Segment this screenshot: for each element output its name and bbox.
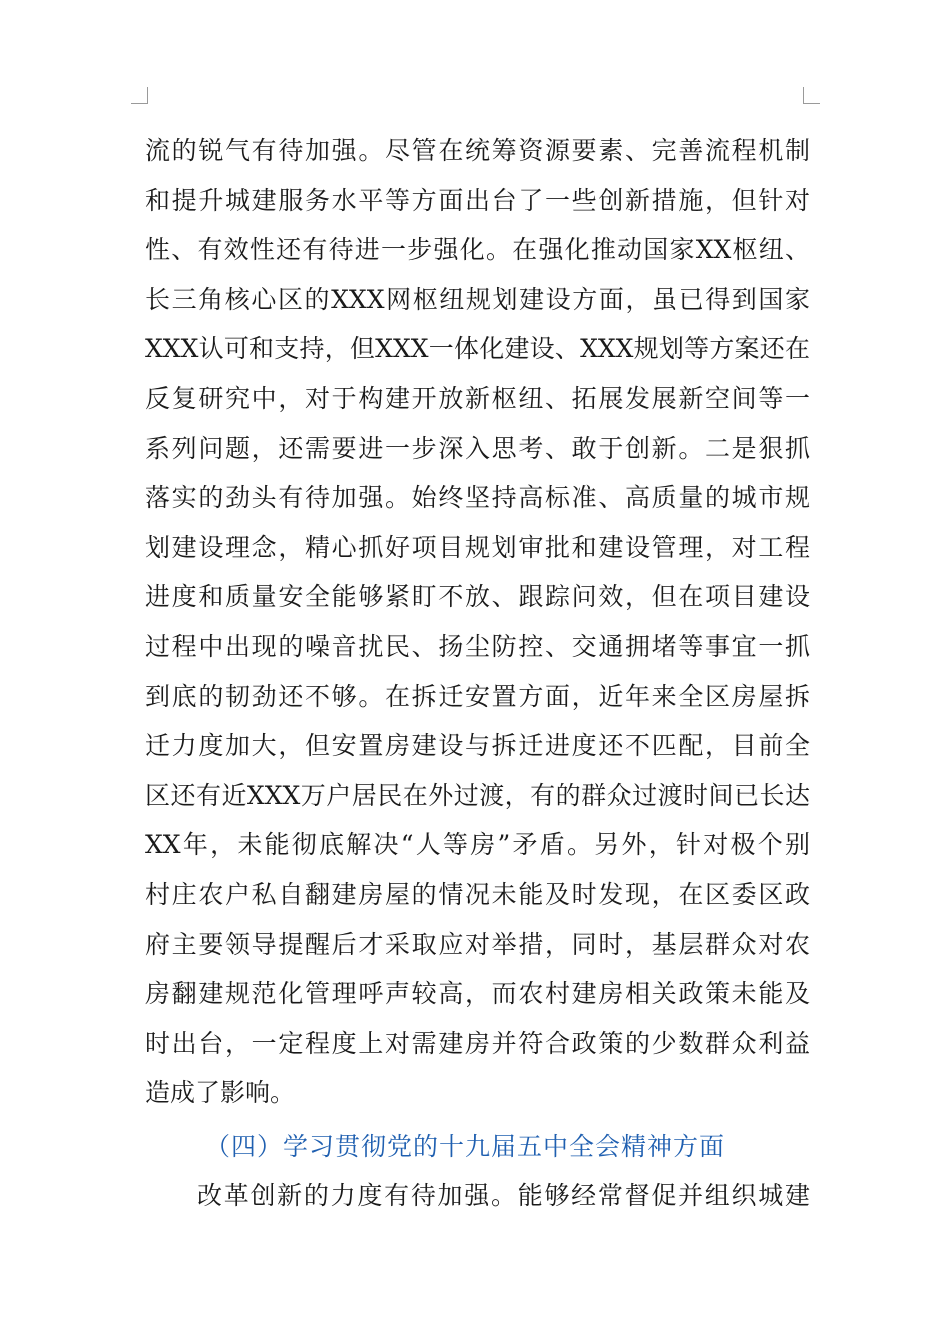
body-line: 迁力度加大，但安置房建设与拆迁进度还不匹配，目前全 xyxy=(145,731,810,761)
crop-mark-top-right xyxy=(803,87,820,104)
body-line: 系列问题，还需要进一步深入思考、敢于创新。二是狠抓 xyxy=(145,433,810,463)
crop-mark-top-left xyxy=(131,87,148,104)
body-line: 和提升城建服务水平等方面出台了一些创新措施，但针对 xyxy=(145,185,810,215)
body-line: XX年，未能彻底解决“人等房”矛盾。另外，针对极个别 xyxy=(145,830,810,860)
body-line: 到底的韧劲还不够。在拆迁安置方面，近年来全区房屋拆 xyxy=(145,681,810,711)
body-paragraph xyxy=(145,126,810,1118)
body-line: 造成了影响。 xyxy=(145,1078,296,1108)
body-line: 划建设理念，精心抓好项目规划审批和建设管理，对工程 xyxy=(145,532,810,562)
body-line: 村庄农户私自翻建房屋的情况未能及时发现，在区委区政 xyxy=(145,879,810,909)
body-line: 进度和质量安全能够紧盯不放、跟踪问效，但在项目建设 xyxy=(145,582,810,612)
next-paragraph-line: 改革创新的力度有待加强。能够经常督促并组织城建 xyxy=(197,1181,810,1210)
section-heading: （四）学习贯彻党的十九届五中全会精神方面 xyxy=(205,1132,726,1161)
body-line: 反复研究中，对于构建开放新枢纽、拓展发展新空间等一 xyxy=(145,383,810,413)
body-line: 性、有效性还有待进一步强化。在强化推动国家XX枢纽、 xyxy=(145,235,810,265)
body-line: 府主要领导提醒后才采取应对举措，同时，基层群众对农 xyxy=(145,929,810,959)
body-line: 房翻建规范化管理呼声较高，而农村建房相关政策未能及 xyxy=(145,979,810,1009)
body-line: 时出台，一定程度上对需建房并符合政策的少数群众利益 xyxy=(145,1028,810,1058)
body-line: 流的锐气有待加强。尽管在统筹资源要素、完善流程机制 xyxy=(145,136,810,165)
body-line: 长三角核心区的XXX网枢纽规划建设方面，虽已得到国家 xyxy=(145,284,810,314)
body-line: XXX认可和支持，但XXX一体化建设、XXX规划等方案还在 xyxy=(145,334,810,364)
body-line: 区还有近XXX万户居民在外过渡，有的群众过渡时间已长达 xyxy=(145,780,810,810)
body-line: 过程中出现的噪音扰民、扬尘防控、交通拥堵等事宜一抓 xyxy=(145,631,810,661)
body-line: 落实的劲头有待加强。始终坚持高标准、高质量的城市规 xyxy=(145,483,810,513)
